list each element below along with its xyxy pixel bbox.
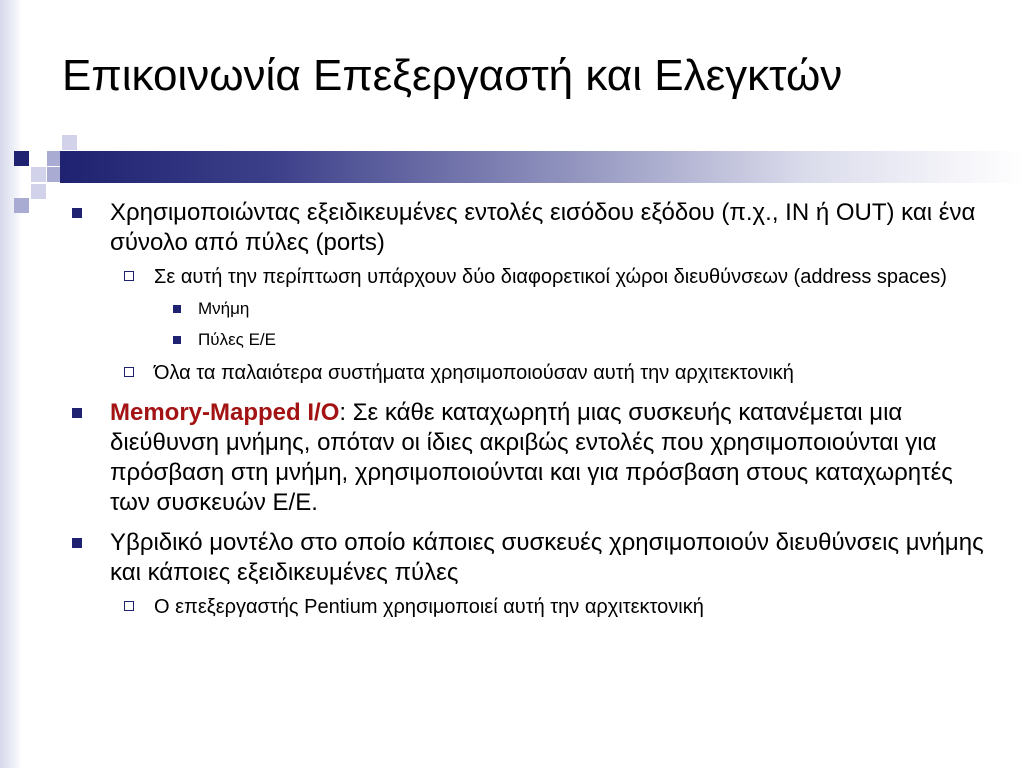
bullet-list (70, 198, 990, 622)
hollow-square-bullet-icon (124, 271, 134, 281)
decorative-square (62, 135, 77, 150)
small-square-bullet-icon (173, 336, 181, 344)
sub-sub-bullet-item (70, 295, 990, 323)
sub-sub-bullet-item (70, 326, 990, 354)
highlighted-term: Memory-Mapped I/O (110, 399, 340, 426)
bullet-item (70, 398, 990, 518)
bullet-text: : Σε κάθε καταχωρητή μιας συσκευής κατανέμεται μια διεύθυνση μνήμης, οπόταν οι ίδιες ακριβώς εντολές που χρησιμοποιούνται για πρόσβαση στη μνήμη, χρησιμοποιούνται και για πρόσβαση στους καταχωρητές των συσκευών Ε/Ε. (110, 399, 953, 516)
title-divider-bar (60, 151, 1024, 183)
sub-bullet-text: Σε αυτή την περίπτωση υπάρχουν δύο διαφορετικοί χώροι διευθύνσεων (address spaces) (154, 266, 947, 288)
sub-sub-bullet-text: Μνήμη (198, 299, 250, 318)
small-square-bullet-icon (173, 305, 181, 313)
decorative-square (14, 151, 29, 166)
bullet-text: Υβριδικό μοντέλο στο οποίο κάποιες συσκευές χρησιμοποιούν διευθύνσεις μνήμης και κάποιες εξειδικευμένες πύλες (110, 529, 984, 586)
hollow-square-bullet-icon (124, 367, 134, 377)
bullet-text: Χρησιμοποιώντας εξειδικευμένες εντολές εισόδου εξόδου (π.χ., IN ή OUT) και ένα σύνολο από πύλες (ports) (110, 199, 976, 256)
bullet-item (70, 198, 990, 258)
bullet-item (70, 528, 990, 588)
sub-bullet-text: Ο επεξεργαστής Pentium χρησιμοποιεί αυτή την αρχιτεκτονική (154, 596, 704, 618)
left-decorative-band (0, 0, 22, 768)
sub-bullet-item (70, 358, 990, 388)
square-bullet-icon (72, 538, 82, 548)
sub-bullet-item (70, 592, 990, 622)
square-bullet-icon (72, 408, 82, 418)
hollow-square-bullet-icon (124, 601, 134, 611)
square-bullet-icon (72, 208, 82, 218)
sub-sub-bullet-text: Πύλες Ε/Ε (198, 330, 276, 349)
sub-bullet-item (70, 262, 990, 292)
decorative-square (31, 184, 46, 199)
slide-title: Επικοινωνία Επεξεργαστή και Ελεγκτών (62, 51, 843, 100)
decorative-square (14, 198, 29, 213)
decorative-square (31, 167, 46, 182)
sub-bullet-text: Όλα τα παλαιότερα συστήματα χρησιμοποιούσαν αυτή την αρχιτεκτονική (154, 362, 794, 384)
